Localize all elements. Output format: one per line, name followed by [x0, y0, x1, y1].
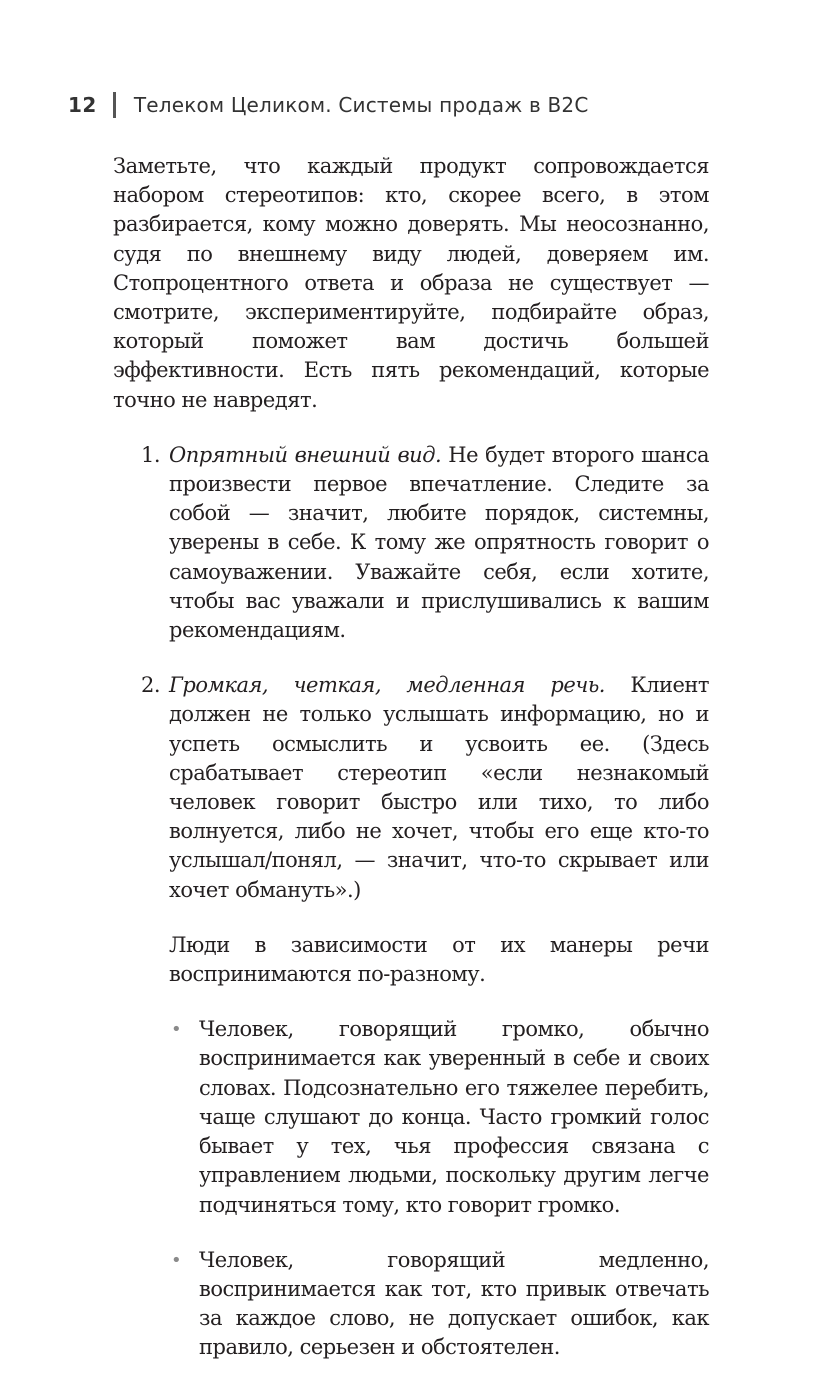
sub-paragraph: Люди в зависимости от их манеры речи воспринимаются по-разному. — [169, 932, 709, 987]
running-header — [68, 92, 589, 118]
bullet-item-1 — [113, 1015, 709, 1219]
page-number: 12 — [68, 93, 97, 117]
item-text: Не будет второго шанса произвести первое впечатление. Следите за собой — значит, любите порядок, системны, уверены в себе. К тому же опрятность говорит о самоуважении. Уважайте себя, если хотите, чтобы вас уважали и прислушивались к вашим рекомендациям. — [169, 442, 709, 643]
body-text — [113, 152, 709, 1389]
list-number: 2. — [141, 673, 161, 698]
header-separator — [113, 92, 116, 118]
bullet-icon: • — [171, 1249, 182, 1271]
list-number: 1. — [141, 442, 161, 467]
bullet-icon: • — [171, 1019, 182, 1041]
bullet-item-2 — [113, 1246, 709, 1363]
item-title: Опрятный внешний вид. — [169, 442, 442, 467]
item-text: Клиент должен не только услышать информацию, но и успеть осмыслить и усвоить ее. (Здесь срабатывает стереотип «если незнакомый человек говорит быстро или тихо, то либо волнуется, либо не хочет, чтобы его еще кто-то услышал/понял, — значит, что-то скрывает или хочет обмануть».) — [169, 673, 709, 902]
item-title: Громкая, четкая, медленная речь. — [169, 673, 605, 698]
numbered-item-2 — [113, 671, 709, 905]
bullet-text: Человек, говорящий медленно, воспринимается как тот, кто привык отвечать за каждое слово, не допускает ошибок, как правило, серьезен и обстоятелен. — [199, 1247, 709, 1360]
intro-paragraph: Заметьте, что каждый продукт сопровождается набором стереотипов: кто, скорее всего, в этом разбирается, кому можно доверять. Мы неосознанно, судя по внешнему виду людей, доверяем им. Стопроцентного ответа и образа не существует — смотрите, экспериментируйте, подбирайте образ, который поможет вам достичь большей эффективности. Есть пять рекомендаций, которые точно не навредят. — [113, 154, 709, 412]
running-title: Телеком Целиком. Системы продаж в B2C — [133, 93, 589, 117]
numbered-item-1 — [113, 441, 709, 645]
bullet-text: Человек, говорящий громко, обычно воспринимается как уверенный в себе и своих словах. Подсознательно его тяжелее перебить, чаще слушают до конца. Часто громкий голос бывает у тех, чья профессия связана с управлением людьми, поскольку другим легче подчиняться тому, кто говорит громко. — [199, 1017, 709, 1217]
